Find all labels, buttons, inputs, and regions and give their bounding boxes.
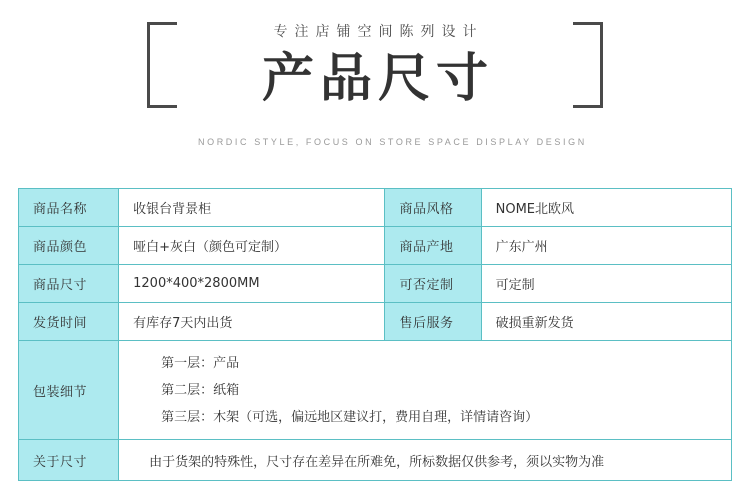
product-spec-table	[18, 188, 732, 481]
spec-label: 商品产地	[385, 227, 481, 265]
about-size-label: 关于尺寸	[19, 440, 119, 481]
spec-value: NOME北欧风	[481, 189, 731, 227]
about-size-value: 由于货架的特殊性，尺寸存在差异在所难免，所标数据仅供参考，须以实物为准	[119, 440, 732, 481]
spec-label: 可否定制	[385, 265, 481, 303]
spec-value: 收银台背景柜	[119, 189, 385, 227]
header-subtitle: 专注店铺空间陈列设计	[273, 24, 484, 40]
page-title: 产品尺寸	[261, 49, 494, 109]
table-row	[19, 227, 732, 265]
header-inner	[195, 22, 587, 148]
spec-label: 商品名称	[19, 189, 119, 227]
packaging-row	[19, 341, 732, 440]
spec-value: 破损重新发货	[481, 303, 731, 341]
packaging-label: 包装细节	[19, 341, 119, 440]
packaging-value	[119, 341, 732, 440]
spec-value: 有库存7天内出货	[119, 303, 385, 341]
bracket-left-decoration	[147, 22, 177, 108]
spec-label: 售后服务	[385, 303, 481, 341]
bracket-right-decoration	[573, 22, 603, 108]
spec-label: 商品风格	[385, 189, 481, 227]
table-row	[19, 303, 732, 341]
spec-label: 发货时间	[19, 303, 119, 341]
page-header	[0, 0, 750, 175]
spec-label: 商品尺寸	[19, 265, 119, 303]
packaging-line: 第三层：木架（可选，偏远地区建议打，费用自理，详情请咨询）	[161, 409, 539, 425]
packaging-line: 第一层：产品	[161, 355, 240, 371]
spec-value: 1200*400*2800MM	[119, 265, 385, 303]
about-size-row	[19, 440, 732, 481]
header-english-tagline: NORDIC STYLE, FOCUS ON STORE SPACE DISPLAY DESIGN	[198, 137, 587, 147]
packaging-line: 第二层：纸箱	[161, 382, 240, 398]
spec-value: 哑白+灰白（颜色可定制）	[119, 227, 385, 265]
spec-value: 可定制	[481, 265, 731, 303]
packaging-lines	[119, 342, 731, 439]
table-row	[19, 265, 732, 303]
spec-label: 商品颜色	[19, 227, 119, 265]
spec-value: 广东广州	[481, 227, 731, 265]
table-row	[19, 189, 732, 227]
